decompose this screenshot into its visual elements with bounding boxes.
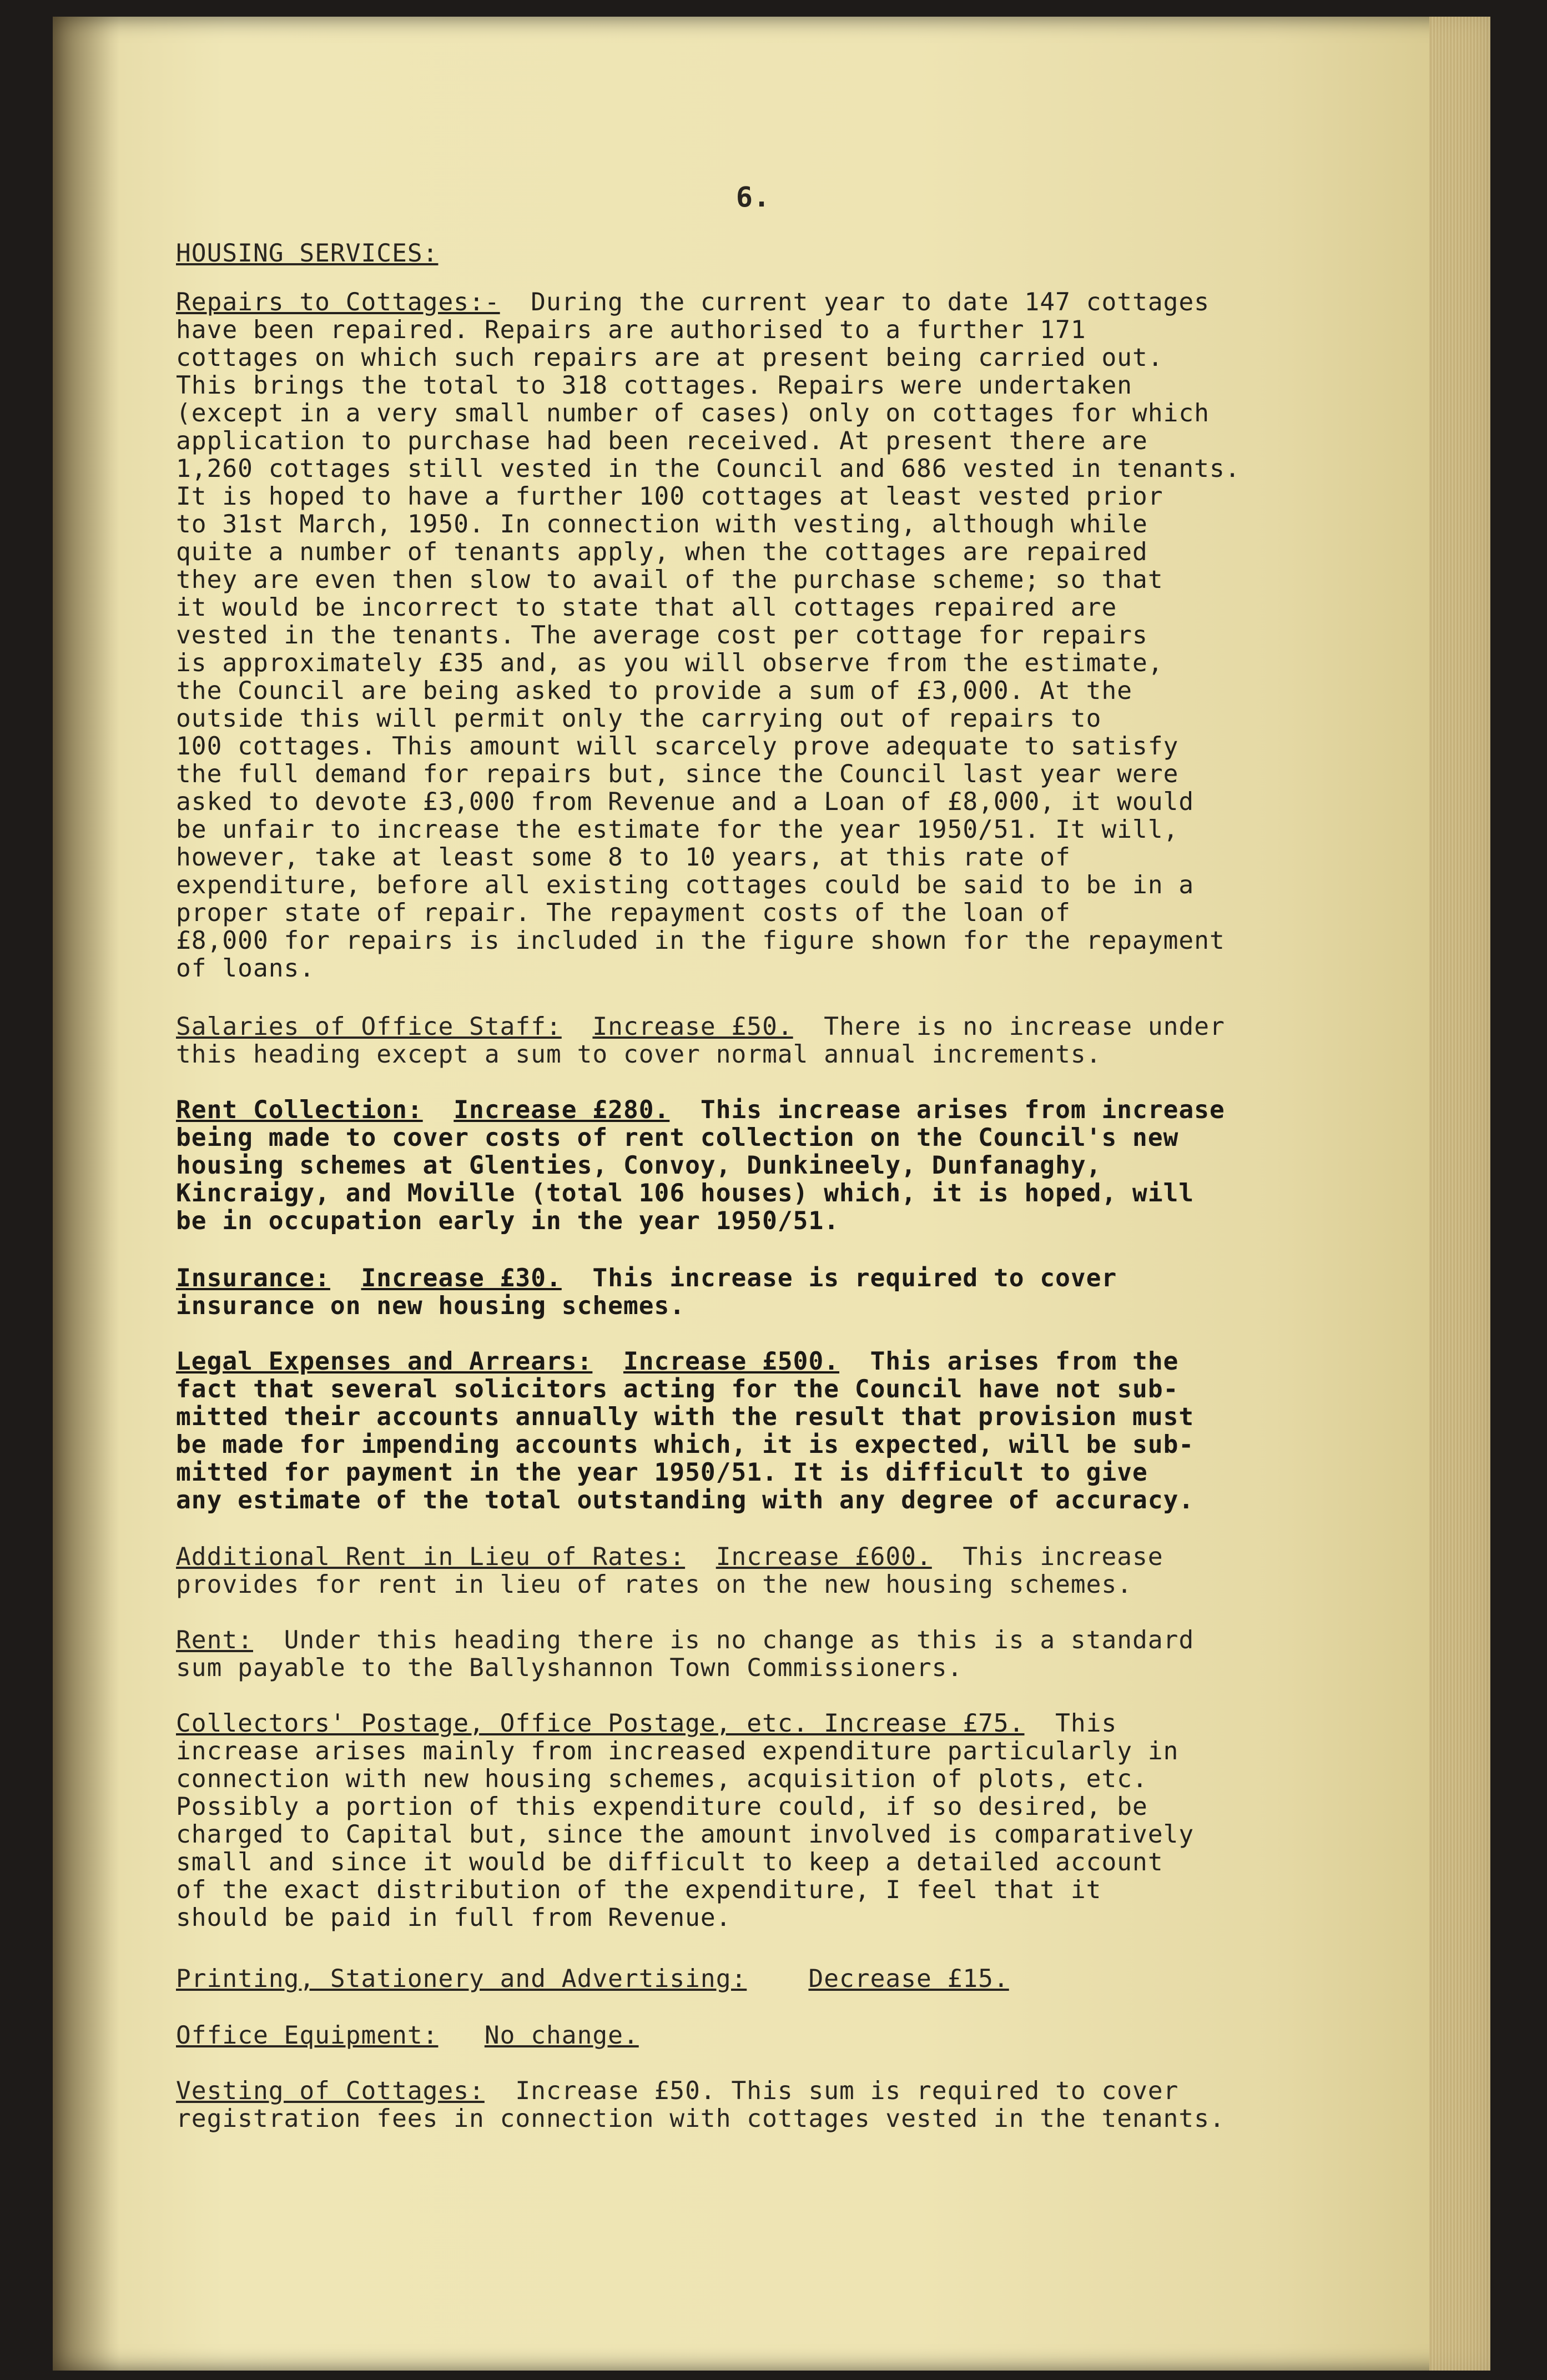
paragraph-line: the full demand for repairs but, since the Council last year were — [176, 760, 1179, 788]
paragraph-line: insurance on new housing schemes. — [176, 1292, 686, 1320]
paragraph-heading: Rent: — [176, 1626, 253, 1654]
paragraph-line: small and since it would be difficult to keep a detailed account — [176, 1848, 1163, 1876]
paragraph-line: This increase is required to cover — [592, 1264, 1117, 1292]
paragraph-line: 100 cottages. This amount will scarcely prove adequate to satisfy — [176, 732, 1179, 761]
paragraph-line: 1,260 cottages still vested in the Council and 686 vested in tenants. — [176, 455, 1241, 483]
paragraph-collectors-postage — [176, 1710, 1331, 1932]
paragraph-heading: Legal Expenses and Arrears: — [176, 1347, 593, 1376]
paragraph-heading: Salaries of Office Staff: — [176, 1013, 562, 1041]
paragraph-line: connection with new housing schemes, acquisition of plots, etc. — [176, 1765, 1148, 1793]
paragraph-line: mitted their accounts annually with the result that provision must — [176, 1403, 1195, 1431]
paragraph-office-equipment — [176, 2022, 1331, 2050]
paragraph-line: This arises from the — [870, 1347, 1179, 1376]
paragraph-line: Increase £50. This sum is required to cover — [515, 2077, 1179, 2105]
paragraph-heading: Office Equipment: — [176, 2021, 439, 2050]
paragraph-line: any estimate of the total outstanding with any degree of accuracy. — [176, 1486, 1195, 1514]
paragraph-line: sum payable to the Ballyshannon Town Commissioners. — [176, 1654, 963, 1682]
paragraph-line: £8,000 for repairs is included in the figure shown for the repayment — [176, 927, 1225, 955]
paragraph-line: This increase — [963, 1543, 1163, 1571]
page-stack-edge — [1429, 17, 1490, 2371]
paragraph-line: the Council are being asked to provide a sum of £3,000. At the — [176, 677, 1133, 705]
paragraph-amount: Increase £30. — [361, 1264, 562, 1292]
paragraph-line: housing schemes at Glenties, Convoy, Dunkineely, Dunfanaghy, — [176, 1151, 1102, 1180]
paragraph-line: be unfair to increase the estimate for the year 1950/51. It will, — [176, 816, 1179, 844]
paragraph-amount: Increase £280. — [453, 1096, 670, 1124]
paragraph-line: registration fees in connection with cottages vested in the tenants. — [176, 2105, 1225, 2133]
paragraph-line: application to purchase had been received. At present there are — [176, 427, 1148, 455]
paragraph-line: of the exact distribution of the expenditure, I feel that it — [176, 1876, 1102, 1904]
paragraph-line: however, take at least some 8 to 10 years, at this rate of — [176, 843, 1071, 872]
paragraph-line: fact that several solicitors acting for the Council have not sub- — [176, 1375, 1179, 1403]
paragraph-heading: Additional Rent in Lieu of Rates: — [176, 1543, 686, 1571]
paragraph-salaries-of-office-staff — [176, 1013, 1331, 1069]
paragraph-amount: Increase £50. — [592, 1013, 793, 1041]
paragraph-line: is approximately £35 and, as you will observe from the estimate, — [176, 649, 1163, 677]
paragraph-heading: Insurance: — [176, 1264, 330, 1292]
paragraph-line: During the current year to date 147 cottages — [531, 288, 1210, 316]
paragraph-line: There is no increase under — [824, 1013, 1225, 1041]
paragraph-insurance — [176, 1265, 1331, 1320]
paragraph-line: they are even then slow to avail of the purchase scheme; so that — [176, 566, 1163, 594]
paragraph-line: be made for impending accounts which, it is expected, will be sub- — [176, 1431, 1195, 1459]
paragraph-heading: Printing, Stationery and Advertising: — [176, 1965, 747, 1993]
paragraph-line: It is hoped to have a further 100 cottages at least vested prior — [176, 482, 1163, 511]
paragraph-line: mitted for payment in the year 1950/51. It is difficult to give — [176, 1458, 1148, 1487]
paragraph-line: expenditure, before all existing cottages could be said to be in a — [176, 871, 1195, 899]
paragraph-line: This — [1055, 1709, 1117, 1738]
paragraph-vesting-of-cottages — [176, 2077, 1331, 2133]
paragraph-line: Kincraigy, and Moville (total 106 houses) which, it is hoped, will — [176, 1179, 1195, 1207]
paragraph-rent-collection — [176, 1096, 1331, 1235]
paragraph-amount: Increase £600. — [715, 1543, 932, 1571]
paragraph-line: Possibly a portion of this expenditure could, if so desired, be — [176, 1793, 1148, 1821]
paragraph-printing-stationery — [176, 1965, 1331, 1993]
paragraph-line: increase arises mainly from increased expenditure particularly in — [176, 1737, 1179, 1765]
paragraph-line: Under this heading there is no change as this is a standard — [284, 1626, 1195, 1654]
paragraph-line: (except in a very small number of cases) only on cottages for which — [176, 399, 1210, 427]
paragraph-line: This brings the total to 318 cottages. Repairs were undertaken — [176, 371, 1133, 400]
paragraph-line: being made to cover costs of rent collection on the Council's new — [176, 1124, 1179, 1152]
paragraph-line: vested in the tenants. The average cost per cottage for repairs — [176, 621, 1148, 650]
paragraph-line: to 31st March, 1950. In connection with vesting, although while — [176, 510, 1148, 539]
paragraph-line: charged to Capital but, since the amount involved is comparatively — [176, 1820, 1195, 1849]
paragraph-amount: Decrease £15. — [808, 1965, 1009, 1993]
paragraph-legal-expenses — [176, 1348, 1331, 1514]
paragraph-line: of loans. — [176, 954, 315, 983]
paragraph-amount: No change. — [484, 2021, 639, 2050]
paragraph-line: it would be incorrect to state that all cottages repaired are — [176, 593, 1117, 622]
paragraph-line: asked to devote £3,000 from Revenue and a Loan of £8,000, it would — [176, 788, 1195, 816]
paragraph-additional-rent — [176, 1543, 1331, 1599]
paragraph-line: this heading except a sum to cover normal annual increments. — [176, 1040, 1102, 1069]
paragraph-line: proper state of repair. The repayment costs of the loan of — [176, 899, 1071, 927]
paragraph-line: cottages on which such repairs are at present being carried out. — [176, 344, 1163, 372]
paragraph-repairs-to-cottages — [176, 289, 1331, 983]
paragraph-rent — [176, 1627, 1331, 1682]
paragraph-amount: Increase £500. — [623, 1347, 840, 1376]
section-title: HOUSING SERVICES: — [176, 239, 439, 268]
paragraph-heading: Repairs to Cottages:- — [176, 288, 500, 316]
document-page — [53, 17, 1490, 2371]
paragraph-heading: Rent Collection: — [176, 1096, 423, 1124]
paragraph-line: have been repaired. Repairs are authorised to a further 171 — [176, 316, 1086, 344]
paragraph-line: should be paid in full from Revenue. — [176, 1904, 732, 1932]
binding-shadow — [53, 17, 119, 2371]
paragraph-heading: Vesting of Cottages: — [176, 2077, 485, 2105]
paragraph-line: quite a number of tenants apply, when the cottages are repaired — [176, 538, 1148, 566]
paragraph-line: be in occupation early in the year 1950/51. — [176, 1207, 840, 1235]
paragraph-line: outside this will permit only the carrying out of repairs to — [176, 705, 1102, 733]
paragraph-line: This increase arises from increase — [700, 1096, 1225, 1124]
page-number: 6. — [735, 181, 771, 213]
paragraph-heading: Collectors' Postage, Office Postage, etc. Increase £75. — [176, 1709, 1025, 1738]
paragraph-line: provides for rent in lieu of rates on the new housing schemes. — [176, 1571, 1133, 1599]
